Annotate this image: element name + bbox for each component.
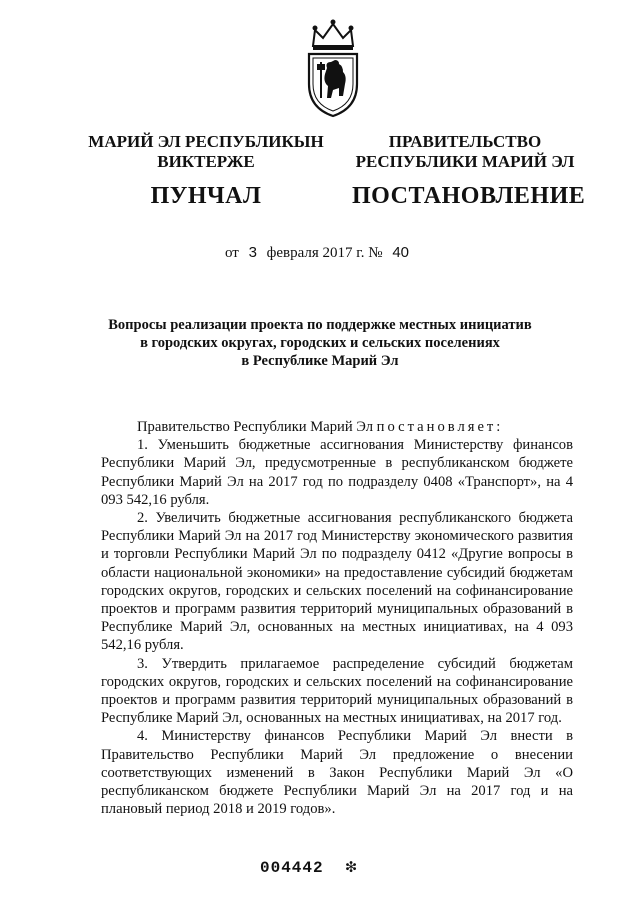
header-left-doc-type: ПУНЧАЛ bbox=[150, 183, 262, 209]
header-right-line1: ПРАВИТЕЛЬСТВО bbox=[388, 132, 542, 151]
document-number: 40 bbox=[392, 244, 410, 261]
title-line2: в городских округах, городских и сельских поселениях bbox=[140, 335, 500, 351]
coat-of-arms-icon bbox=[303, 12, 363, 120]
footer-serial bbox=[260, 856, 380, 878]
date-month-year: февраля 2017 г. № bbox=[266, 245, 383, 261]
header-left-line2: ВИКТЕРЖЕ bbox=[157, 152, 255, 171]
date-day: 3 bbox=[248, 244, 257, 261]
title-line1: Вопросы реализации проекта по поддержке местных инициатив bbox=[108, 317, 532, 333]
document-body bbox=[101, 418, 573, 818]
header-right-doc-type: ПОСТАНОВЛЕНИЕ bbox=[352, 183, 586, 209]
header-left-block bbox=[88, 132, 324, 210]
header-left-line1: МАРИЙ ЭЛ РЕСПУБЛИКЫН bbox=[88, 132, 324, 151]
document-title bbox=[90, 316, 550, 370]
serial-number: 004442 bbox=[260, 859, 324, 877]
paragraph-2: 2. Увеличить бюджетные ассигнования республиканского бюджета Республики Марий Эл на 2017 год Министерству экономического развития и торговли Республики Марий Эл по подразделу 0412 «Другие вопросы в области национальной экономики» на предоставление субсидий бюджетам городских округов, городских и сельских поселений на софинансирование проектов и программ развития территорий муниципальных образований в Республике Марий Эл, основанных на местных инициативах, на 4 093 542,16 рубля. bbox=[101, 510, 573, 654]
intro-prefix: Правительство Республики Марий Эл bbox=[137, 419, 374, 435]
paragraph-3: 3. Утвердить прилагаемое распределение субсидий бюджетам городских округов, городских и сельских поселений на софинансирование проектов и программ развития территорий муниципальных образований в Республике Марий Эл, основанных на местных инициативах, на 2017 год. bbox=[101, 655, 573, 727]
date-line bbox=[0, 244, 640, 262]
header-right-line2: РЕСПУБЛИКИ МАРИЙ ЭЛ bbox=[355, 152, 575, 171]
header-right-block bbox=[352, 132, 586, 210]
date-prefix: от bbox=[224, 245, 239, 261]
title-line3: в Республике Марий Эл bbox=[241, 353, 399, 369]
footer-mark: ❇ bbox=[345, 858, 358, 878]
intro-verb: постановляет: bbox=[376, 419, 504, 435]
paragraph-4: 4. Министерству финансов Республики Марий Эл внести в Правительство Республики Марий Эл предложение о внесении соответствующих изменений в Закон Республики Марий Эл «О республиканском бюджете Республики Марий Эл на 2017 год и на плановый период 2018 и 2019 годов». bbox=[101, 728, 573, 818]
paragraph-1: 1. Уменьшить бюджетные ассигнования Министерству финансов Республики Марий Эл, предусмотренные в республиканском бюджете Республики Марий Эл на 2017 год по подразделу 0408 «Транспорт», на 4 093 542,16 рубля. bbox=[101, 437, 573, 508]
intro-paragraph bbox=[101, 418, 573, 436]
